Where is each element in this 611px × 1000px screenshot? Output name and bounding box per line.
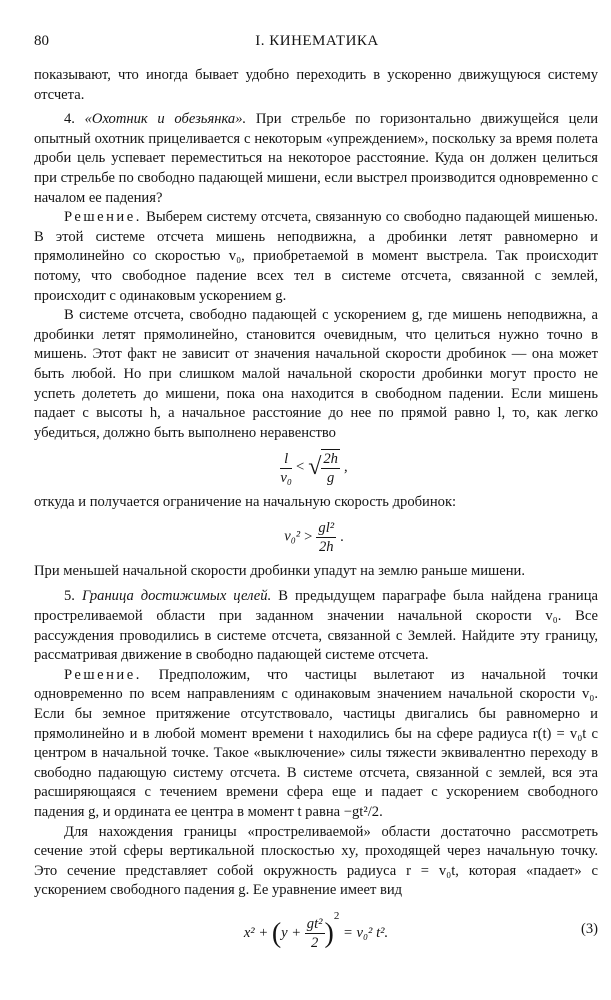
problem-4-solution [34,208,598,306]
problem-5-number: 5. [64,588,82,605]
solution-label: Решение. [64,666,142,683]
problem-4-paragraph-4: При меньшей начальной скорости дробинки упадут на землю раньше мишени. [34,562,526,579]
fraction-l-v0: $\frac{l}{\text{v₀}}$ [280,450,292,486]
solution-label: Решение. [64,209,142,226]
equation-3: x² + (y + $\frac{\text{gt²}}{2}$ )$^2$ = v₀² t². (3) [243,909,598,952]
problem-5 [34,587,598,665]
solution-text: Предположим, что частицы вылетают из начальной точки одновременно по всем направлениям с одинаковым значением начальной скорости v₀. Если бы земное притяжение отсутствовало, частицы двигались бы равномерно и прямолинейно и в любой момент времени t находились бы на сфере радиуса r(t) = v₀t с центром в начальной точке. Такое «выключение» силы тяжести эквивалентно переходу в свободно падающую систему отсчета. В системе отсчета, связанной с землей, вся эта расширяющаяся с течением времени сфера еще и падает с ускорением свободного падения g, и ордината ее центра в момент t равна −gt²/2. [34,666,598,820]
problem-4 [34,110,598,208]
radical-sign: √ [308,454,322,481]
inequality-2: v₀² > $\frac{\text{gl²}}{2h}$ . [284,519,344,555]
page-number: 80 [34,33,49,49]
inequality-1: $\frac{l}{\text{v₀}}$ < √ $\frac{2h}{g}$ , [280,450,348,487]
problem-5-paragraph-2: Для нахождения границы «простреливаемой» области достаточно рассмотреть сечение этой сферы вертикальной плоскостью xy, проходящей через начальную точку. Это сечение представляет собой окружность радиуса r = v₀t, которая «падает» с ускорением свободного падения g. Ее уравнение имеет вид [34,823,598,899]
page-body [34,66,598,952]
problem-4-paragraph-2: В системе отсчета, свободно падающей с ускорением g, где мишень неподвижна, а дробинки летят прямолинейно, становится очевидным, что целиться нужно точно в мишень. Этот факт не зависит от значения начальной скорости дробинок — она может быть любой. Но при слишком малой начальной скорости дробинки могут просто не успеть долететь до мишени, пока она находится в свободном падении. Если мишень падает с высоты h, а начальное расстояние до нее по прямой равно l, то, как легко убедиться, должно быть выполнено неравенство [34,307,598,441]
problem-4-paragraph-3: откуда и получается ограничение на начальную скорость дробинок: [34,494,457,511]
running-head: I. КИНЕМАТИКА [255,33,379,49]
equation-number: (3) [580,920,598,937]
problem-5-solution [34,666,598,823]
sqrt-expression: √ $\frac{2h}{g}$ [308,451,338,487]
paragraph-continued: показывают, что иногда бывает удобно переходить в ускоренно движущуюся систему отсчета. [34,67,598,103]
problem-4-title: «Охотник и обезьянка». [84,111,247,128]
problem-5-title: Граница достижимых целей. [81,588,272,605]
solution-text: Выберем систему отсчета, связанную со свободно падающей мишенью. В этой системе отсчета мишень неподвижна, а дробинки летят равномерно и прямолинейно со скоростью v₀, приобретаемой в момент выстрела. Так происходит потому, что свободное падение всех тел в системе отсчета, связанной с землей, происходит с одинаковым ускорением g. [34,209,598,304]
problem-5-text: В предыдущем параграфе была найдена граница простреливаемой области при заданном значении начальной скорости v₀. Все рассуждения проводились в системе отсчета, связанной с Землей. Найдите эту границу, рассматривая движение в свободно падающей системе отсчета. [34,588,598,664]
page-header [34,30,600,52]
problem-4-text: При стрельбе по горизонтально движущейся цели опытный охотник прицеливается с некоторым «упреждением», поскольку за время полета дроби цель успевает переместиться на некоторое расстояние. Куда он должен целиться при стрельбе по свободно падающей мишени, если выстрел производится одновременно с началом ее падения? [34,111,599,206]
problem-4-number: 4. [64,111,85,128]
